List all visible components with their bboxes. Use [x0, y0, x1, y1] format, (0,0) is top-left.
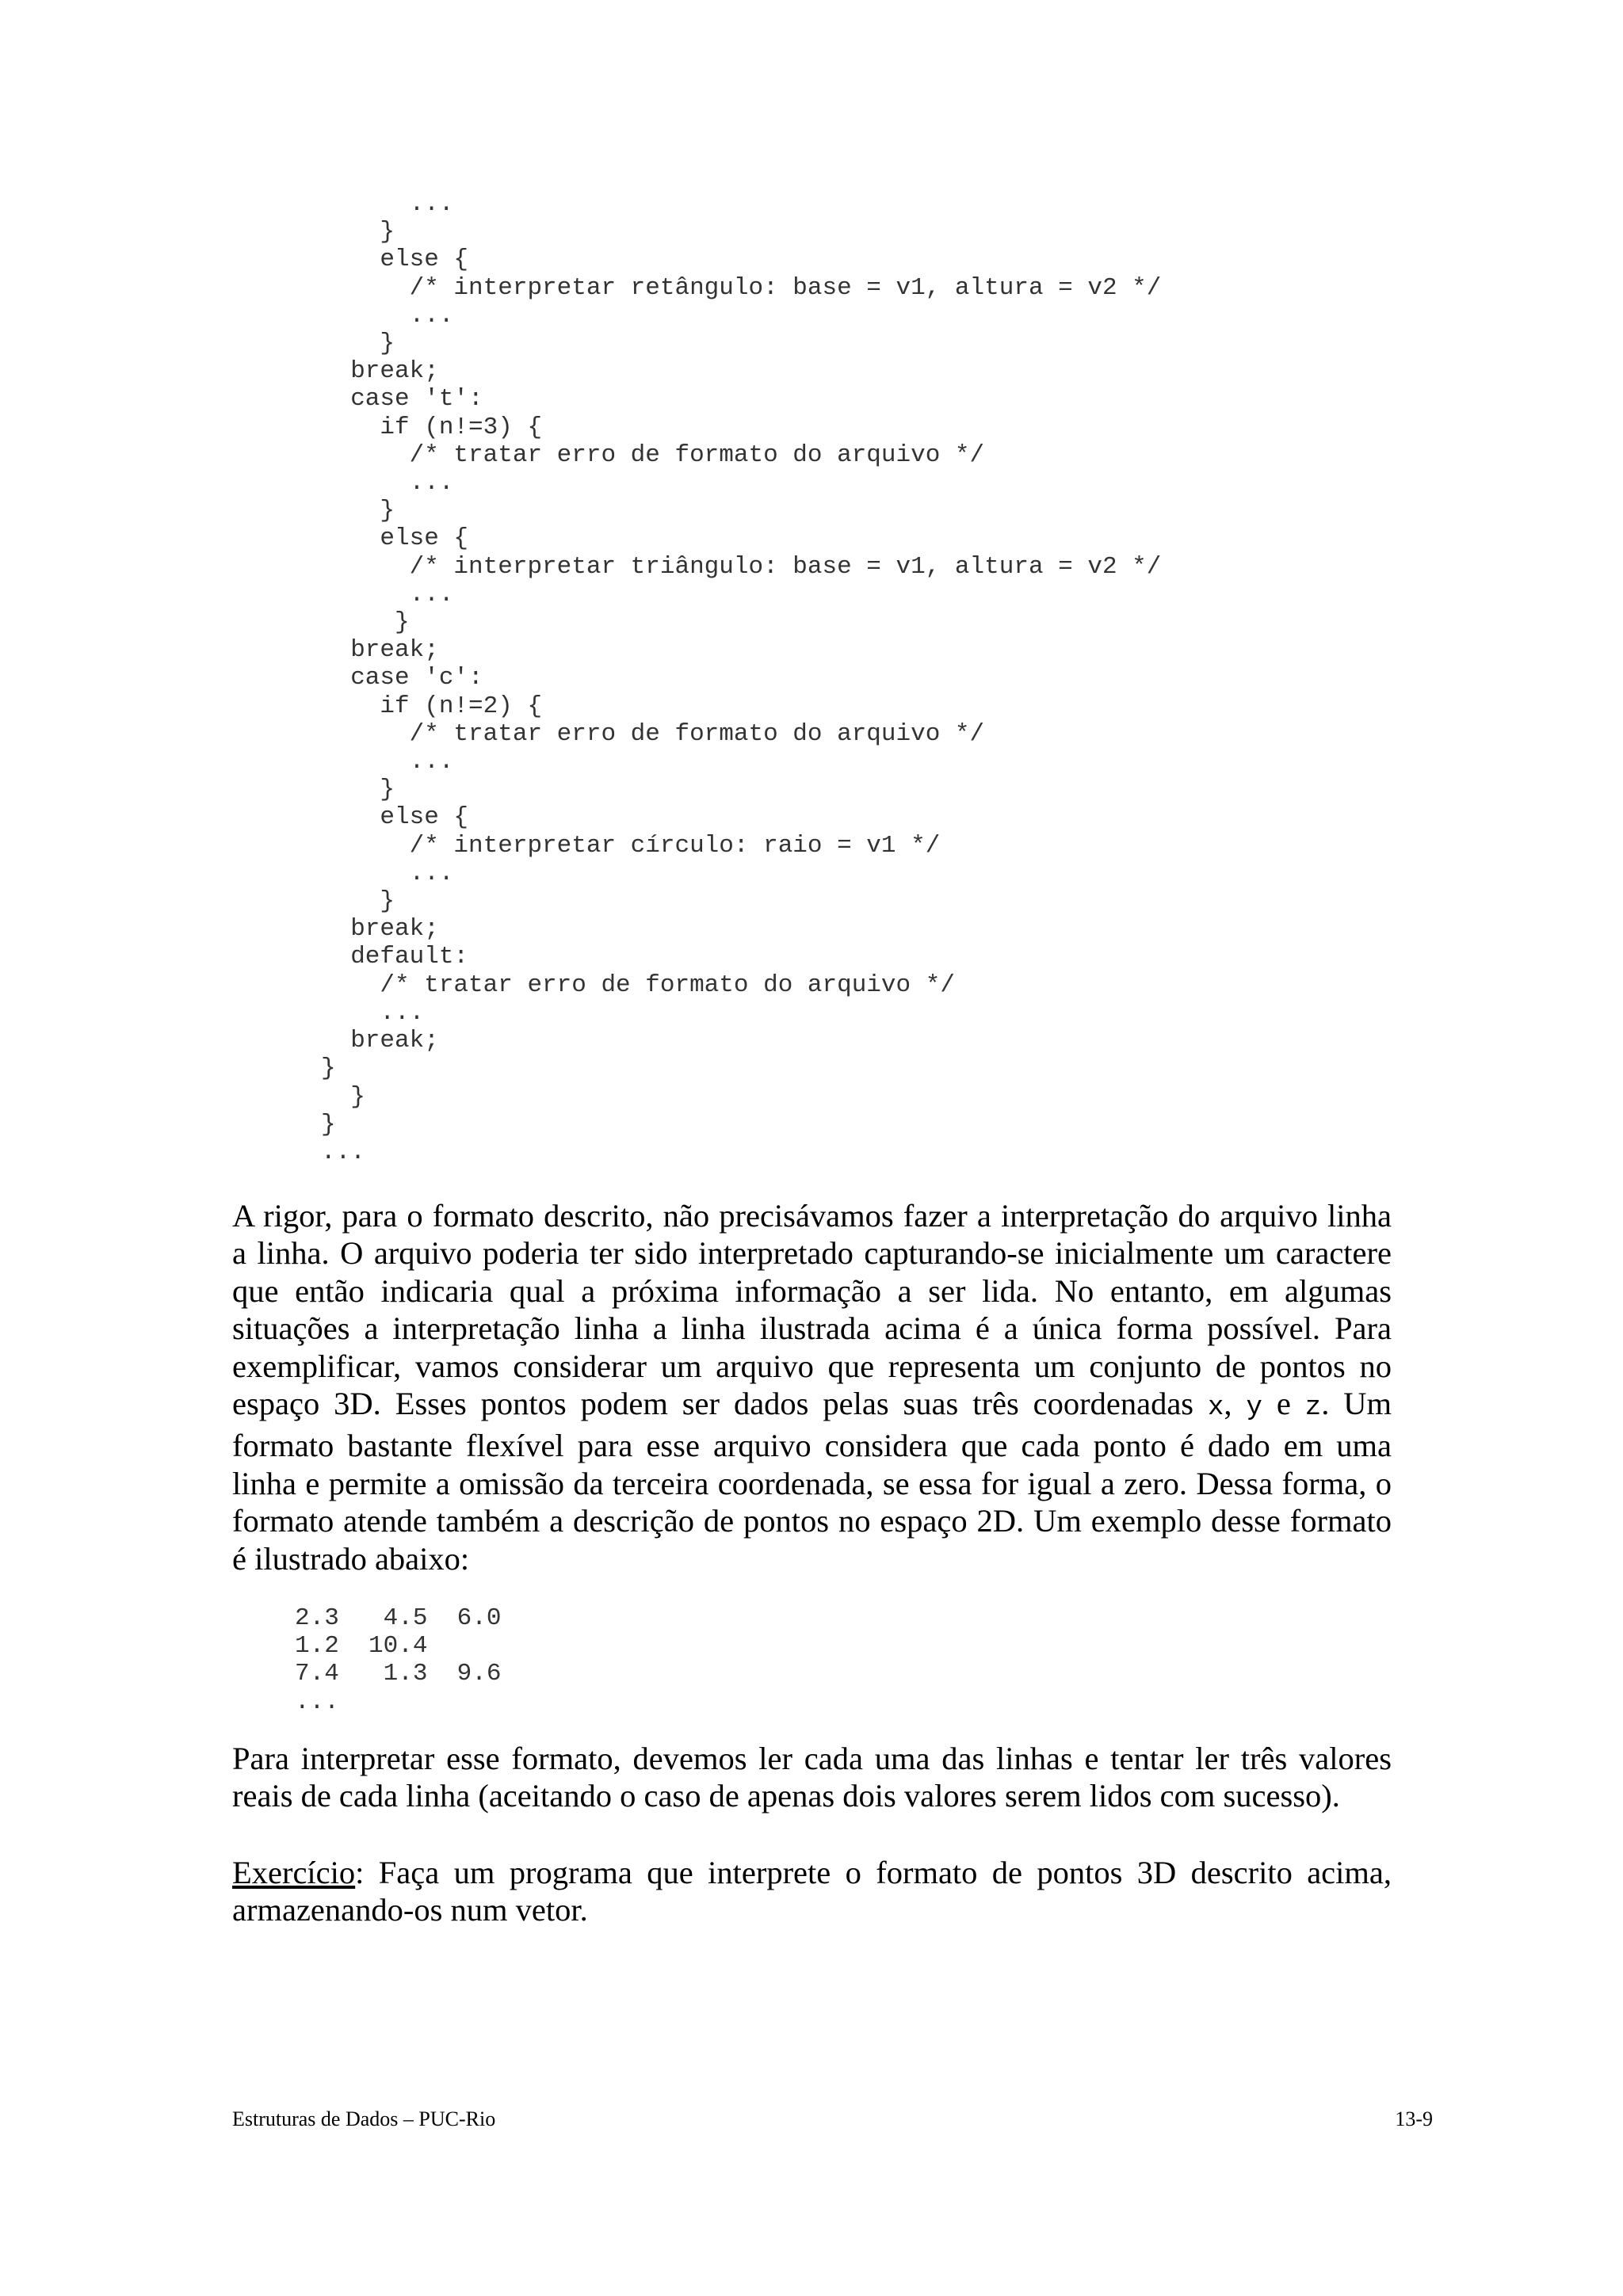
footer-title: Estruturas de Dados – PUC-Rio	[232, 2107, 496, 2130]
separator: ,	[1224, 1386, 1247, 1422]
paragraph-text: . Um formato bastante flexível para esse arquivo considera que cada ponto é dado em uma linha e permite a omissão da terceira coordenada, se essa for igual a zero. Dessa forma, o formato atende também a descrição de pontos no espaço 2D. Um exemplo desse formato é ilustrado abaixo:	[232, 1386, 1392, 1577]
code-block-points: 2.3 4.5 6.0 1.2 10.4 7.4 1.3 9.6 ...	[295, 1604, 502, 1716]
separator: e	[1262, 1386, 1305, 1422]
page-number: 13-9	[1395, 2107, 1433, 2130]
exercise-paragraph	[232, 1854, 1392, 1929]
code-block-switch: ... } else { /* interpretar retângulo: base = v1, altura = v2 */ ... } break; case 't': if (n!=3) { /* tratar erro de formato do arquivo */ ... } else { /* interpretar triângulo: base = v1, altura = v2 */ ... } break; case 'c': if (n!=2) { /* tratar erro de formato do arquivo */ ... } else { /* interpretar círculo: raio = v1 */ ... } break; default: /* tratar erro de formato do arquivo */ ... break; } } } ...	[321, 190, 1162, 1166]
exercise-text: : Faça um programa que interprete o formato de pontos 3D descrito acima, armazenando-os num vetor.	[232, 1855, 1392, 1928]
paragraph-text: A rigor, para o formato descrito, não precisávamos fazer a interpretação do arquivo linha a linha. O arquivo poderia ter sido interpretado capturando-se inicialmente um caractere que então indicaria qual a próxima informação a ser lida. No entanto, em algumas situações a interpretação linha a linha ilustrada acima é a única forma possível. Para exemplificar, vamos considerar um arquivo que representa um conjunto de pontos no espaço 3D. Esses pontos podem ser dados pelas suas três coordenadas	[232, 1198, 1392, 1422]
paragraph-interpret: Para interpretar esse formato, devemos ler cada uma das linhas e tentar ler três valores reais de cada linha (aceitando o caso de apenas dois valores serem lidos com sucesso).	[232, 1741, 1392, 1814]
coord-x: x	[1208, 1393, 1224, 1424]
paragraph-rigor	[232, 1197, 1392, 1577]
exercise-label: Exercício	[232, 1855, 356, 1890]
coord-y: y	[1246, 1393, 1262, 1424]
coord-z: z	[1304, 1393, 1322, 1424]
